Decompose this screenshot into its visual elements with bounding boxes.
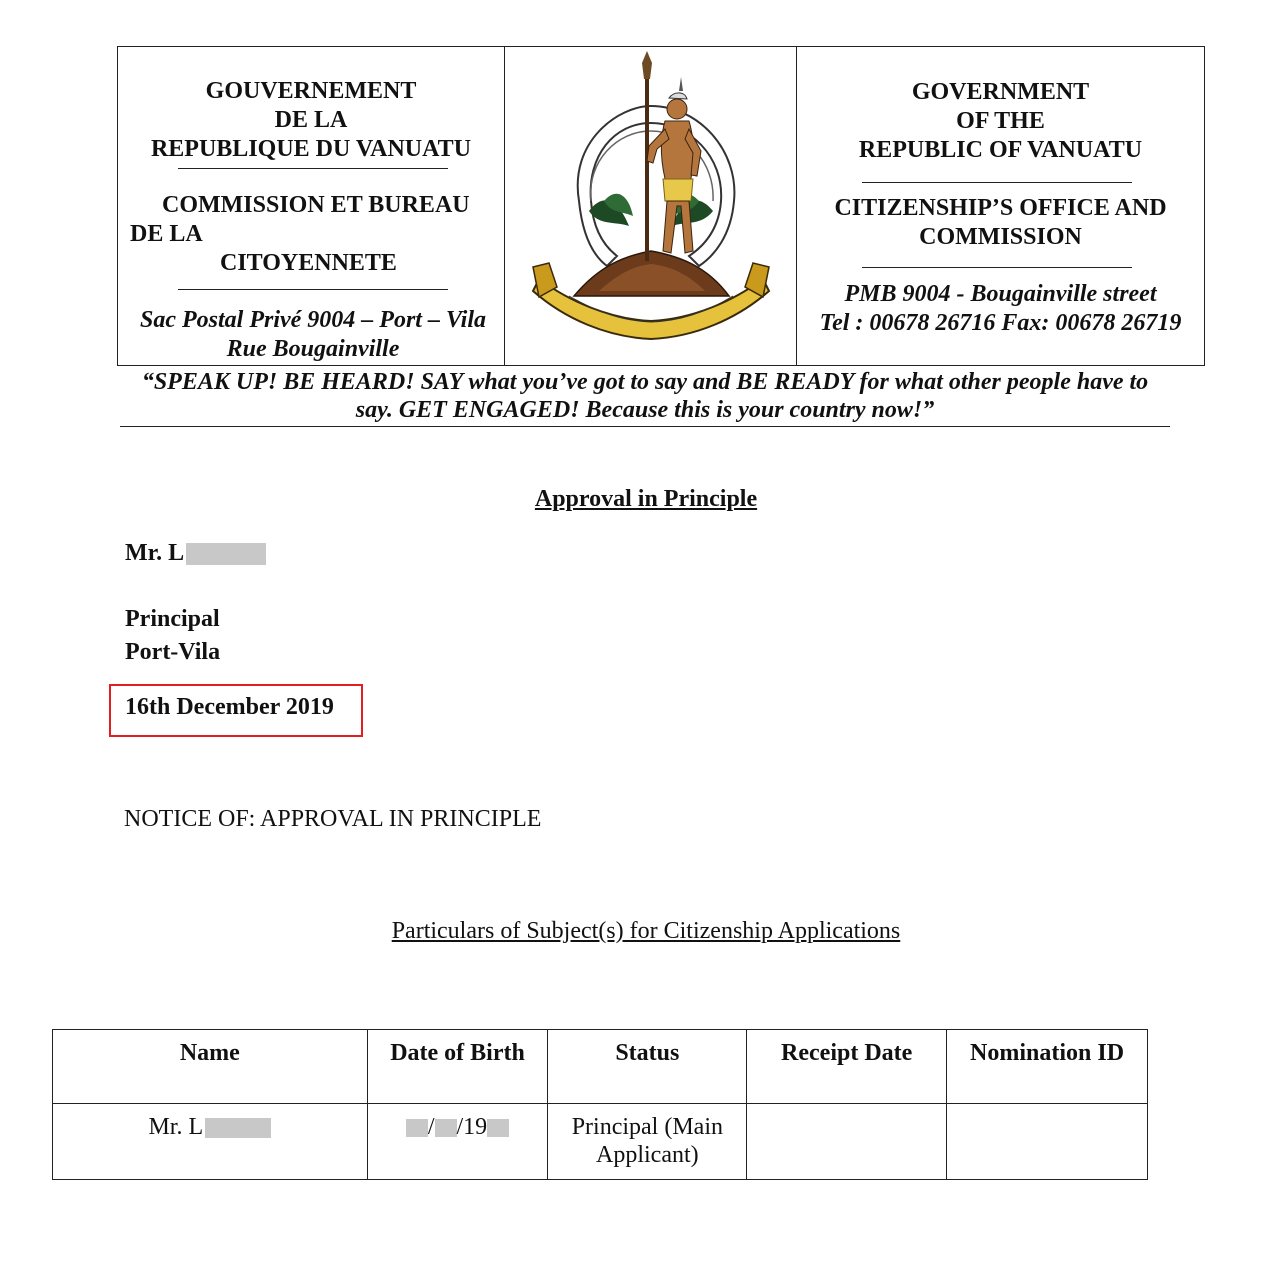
redacted-block (186, 543, 266, 565)
slogan-line-1: “SPEAK UP! BE HEARD! SAY what you’ve got to say and BE READY for what other people have to (141, 369, 1149, 395)
letterhead (117, 46, 1205, 366)
divider (862, 182, 1132, 183)
french-commission (130, 191, 494, 278)
divider (120, 426, 1170, 427)
cell-name (53, 1104, 368, 1180)
redacted-block (487, 1119, 509, 1137)
french-address-line-1: Sac Postal Privé 9004 – Port – Vila (140, 307, 486, 333)
column-header-receipt-date: Receipt Date (747, 1030, 947, 1104)
column-header-dob: Date of Birth (367, 1030, 548, 1104)
cell-status (548, 1104, 747, 1180)
notice-line: NOTICE OF: APPROVAL IN PRINCIPLE (124, 806, 542, 832)
french-title-line-3: REPUBLIQUE DU VANUATU (150, 136, 472, 162)
redacted-block (205, 1118, 271, 1138)
english-address (797, 280, 1204, 338)
particulars-heading: Particulars of Subject(s) for Citizenship Applications (391, 918, 901, 944)
status-line-2: Applicant) (596, 1142, 699, 1168)
page-title: Approval in Principle (534, 486, 758, 512)
subjects-table (52, 1029, 1148, 1180)
english-title-line-1: GOVERNMENT (911, 79, 1090, 105)
english-commission-line-2: COMMISSION (919, 224, 1082, 250)
letter-date: 16th December 2019 (125, 694, 334, 720)
coat-of-arms (505, 47, 797, 365)
redacted-block (435, 1119, 457, 1137)
english-address-line-1: PMB 9004 - Bougainville street (844, 281, 1157, 307)
vanuatu-emblem-icon (529, 51, 773, 341)
slogan (120, 368, 1170, 424)
cell-nomination-id (947, 1104, 1148, 1180)
slogan-line-2: say. GET ENGAGED! Because this is your country now!” (355, 397, 935, 423)
column-header-name: Name (53, 1030, 368, 1104)
dob-separator: / (427, 1114, 435, 1140)
french-government-title (118, 77, 504, 164)
cell-receipt-date (747, 1104, 947, 1180)
redacted-block (406, 1119, 428, 1137)
addressee-role: Principal (125, 606, 220, 632)
addressee-city: Port-Vila (125, 639, 221, 665)
french-title-line-2: DE LA (274, 107, 348, 133)
french-address-line-2: Rue Bougainville (226, 336, 400, 362)
french-address (126, 306, 500, 364)
dob-year-prefix: /19 (456, 1114, 488, 1140)
french-commission-line-1: COMMISSION ET BUREAU (162, 192, 470, 218)
letterhead-french (118, 47, 505, 365)
french-commission-line-3: CITOYENNETE (220, 250, 397, 276)
english-contact-line: Tel : 00678 26716 Fax: 00678 26719 (819, 310, 1182, 336)
divider (178, 168, 448, 169)
english-title-line-3: REPUBLIC OF VANUATU (858, 137, 1143, 163)
status-line-1: Principal (Main (571, 1114, 723, 1140)
subject-name: Mr. L (148, 1114, 204, 1140)
column-header-status: Status (548, 1030, 747, 1104)
english-government-title (797, 78, 1204, 165)
letterhead-english (797, 47, 1204, 365)
english-title-line-2: OF THE (956, 108, 1045, 134)
table-row (53, 1104, 1148, 1180)
french-commission-line-2: DE LA (130, 221, 203, 247)
french-title-line-1: GOUVERNEMENT (205, 78, 417, 104)
addressee (125, 540, 266, 567)
divider (862, 267, 1132, 268)
column-header-nomination-id: Nomination ID (947, 1030, 1148, 1104)
english-commission (797, 194, 1204, 252)
cell-dob (367, 1104, 548, 1180)
table-header-row (53, 1030, 1148, 1104)
english-commission-line-1: CITIZENSHIP’S OFFICE AND (834, 195, 1167, 221)
addressee-name: Mr. L (125, 540, 185, 566)
divider (178, 289, 448, 290)
